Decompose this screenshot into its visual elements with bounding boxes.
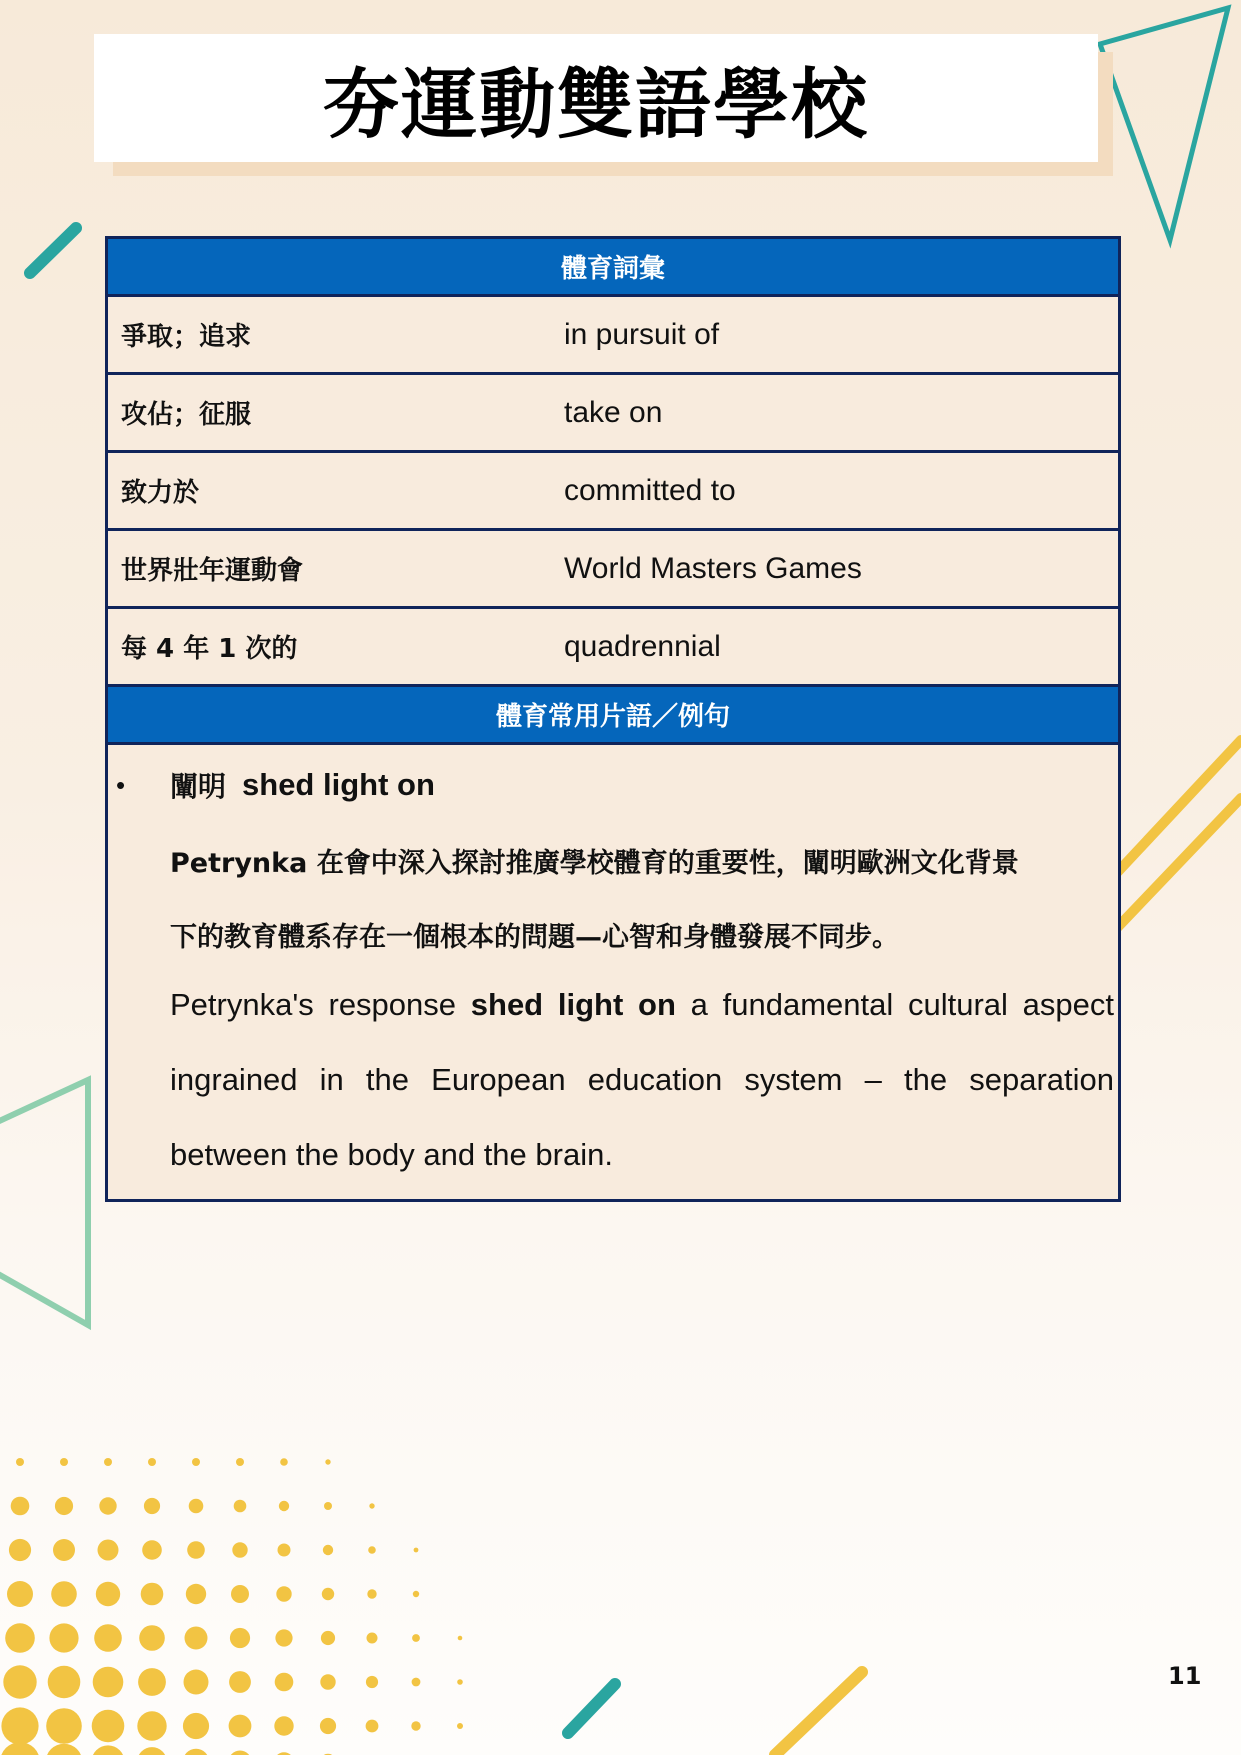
dot-icon: [185, 1627, 208, 1650]
example-en-text: Petrynka's response: [170, 987, 471, 1022]
dot-icon: [232, 1542, 247, 1557]
dot-icon: [141, 1583, 164, 1606]
phrases-header: 體育常用片語／例句: [108, 687, 1118, 745]
dot-icon: [139, 1625, 165, 1651]
vocab-zh: 每 4 年 1 次的: [121, 634, 298, 664]
dot-icon: [414, 1548, 419, 1553]
dot-icon: [369, 1503, 374, 1508]
dot-icon: [96, 1582, 120, 1606]
dot-icon: [280, 1458, 288, 1466]
dot-icon: [324, 1502, 332, 1510]
dot-icon: [0, 1742, 40, 1755]
dot-icon: [48, 1666, 81, 1699]
page-number: 11: [1168, 1662, 1202, 1690]
dot-icon: [16, 1458, 24, 1466]
phrase-zh: 闡明: [170, 770, 227, 803]
dot-icon: [53, 1539, 75, 1561]
dot-icon: [186, 1584, 206, 1604]
teal-dash-icon: [30, 228, 76, 273]
dot-icon: [320, 1718, 336, 1734]
dot-icon: [411, 1721, 420, 1730]
dot-icon: [412, 1634, 420, 1642]
dot-icon: [93, 1667, 124, 1698]
table-row: [108, 531, 1118, 609]
dot-icon: [46, 1744, 83, 1755]
dot-icon: [192, 1458, 200, 1466]
vocabulary-table: [105, 236, 1121, 1202]
dot-icon: [51, 1581, 77, 1607]
table-row: [108, 453, 1118, 531]
vocab-zh: 攻佔；征服: [121, 400, 252, 430]
table-row: [108, 375, 1118, 453]
dot-icon: [183, 1749, 209, 1755]
dot-icon: [49, 1623, 78, 1652]
dot-icon: [413, 1591, 419, 1597]
dot-icon: [99, 1497, 116, 1514]
dot-icon: [229, 1715, 252, 1738]
dot-icon: [92, 1710, 125, 1743]
phrase-item: [116, 765, 435, 805]
dot-icon: [234, 1500, 247, 1513]
dot-icon: [230, 1628, 250, 1648]
dot-icon: [7, 1581, 33, 1607]
dot-icon: [368, 1546, 376, 1554]
dot-icon: [366, 1676, 378, 1688]
dot-icon: [46, 1708, 82, 1744]
teal-triangle-icon: [1100, 8, 1228, 240]
dot-icon: [274, 1716, 293, 1735]
dot-icon: [138, 1668, 166, 1696]
dot-icon: [322, 1588, 334, 1600]
dot-icon: [184, 1670, 209, 1695]
dot-icon: [148, 1458, 156, 1466]
vocab-zh: 世界壯年運動會: [121, 556, 304, 586]
yellow-dash-icon: [775, 1672, 862, 1755]
vocab-en: quadrennial: [564, 629, 721, 663]
vocab-en: in pursuit of: [564, 317, 720, 351]
dot-icon: [275, 1673, 294, 1692]
dot-icon: [457, 1723, 463, 1729]
dot-icon: [98, 1540, 119, 1561]
dot-icon: [11, 1497, 30, 1516]
title-banner: [94, 34, 1098, 162]
example-en-text: a fundamental cultural aspect: [675, 987, 1114, 1022]
dot-icon: [137, 1711, 166, 1740]
example-zh-line: Petrynka 在會中深入探討推廣學校體育的重要性，闡明歐洲文化背景: [170, 848, 1019, 879]
bullet-icon: •: [116, 769, 126, 800]
vocab-en: committed to: [564, 473, 736, 507]
yellow-dot-pattern: [0, 1458, 463, 1755]
dot-icon: [276, 1586, 291, 1601]
dot-icon: [5, 1623, 35, 1653]
dot-icon: [183, 1713, 209, 1739]
table-row: [108, 609, 1118, 687]
table-row: [108, 297, 1118, 375]
dot-icon: [236, 1458, 244, 1466]
dot-icon: [458, 1636, 463, 1641]
dot-icon: [412, 1678, 421, 1687]
dot-icon: [367, 1589, 376, 1598]
example-en-line: [170, 987, 1114, 1023]
dot-icon: [367, 1633, 378, 1644]
dot-icon: [275, 1629, 292, 1646]
dot-icon: [278, 1544, 291, 1557]
vocab-zh: 致力於: [121, 478, 200, 508]
dot-icon: [321, 1631, 335, 1645]
vocab-en: World Masters Games: [564, 551, 862, 585]
green-triangle-icon: [0, 1080, 88, 1325]
example-en-phrase: shed light on: [470, 987, 676, 1022]
dot-icon: [144, 1498, 160, 1514]
dot-icon: [229, 1671, 251, 1693]
yellow-line-icon: [1115, 798, 1241, 930]
dot-icon: [366, 1720, 379, 1733]
dot-icon: [60, 1458, 68, 1466]
dot-icon: [231, 1585, 249, 1603]
dot-icon: [55, 1497, 73, 1515]
dot-icon: [229, 1751, 252, 1755]
dot-icon: [187, 1541, 205, 1559]
dot-icon: [94, 1624, 122, 1652]
example-zh-line: 下的教育體系存在一個根本的問題—心智和身體發展不同步。: [170, 922, 899, 953]
dot-icon: [325, 1459, 330, 1464]
dot-icon: [323, 1545, 333, 1555]
teal-dash-icon: [568, 1684, 615, 1733]
vocab-en: take on: [564, 395, 663, 429]
dot-icon: [320, 1674, 335, 1689]
dot-icon: [3, 1665, 36, 1698]
phrase-en: shed light on: [242, 767, 435, 802]
example-en-line: between the body and the brain.: [170, 1137, 613, 1172]
dot-icon: [1, 1707, 38, 1744]
dot-icon: [91, 1745, 124, 1755]
dot-icon: [457, 1679, 463, 1685]
vocab-header: 體育詞彙: [108, 239, 1118, 297]
vocab-zh: 爭取；追求: [121, 322, 252, 352]
dot-icon: [104, 1458, 112, 1466]
page-title: 夯運動雙語學校: [323, 59, 869, 149]
dot-icon: [189, 1499, 204, 1514]
example-en-line: ingrained in the European education system – the separation: [170, 1062, 1114, 1097]
dot-icon: [9, 1539, 31, 1561]
dot-icon: [142, 1540, 162, 1560]
dot-icon: [279, 1501, 289, 1511]
dot-icon: [137, 1747, 167, 1755]
